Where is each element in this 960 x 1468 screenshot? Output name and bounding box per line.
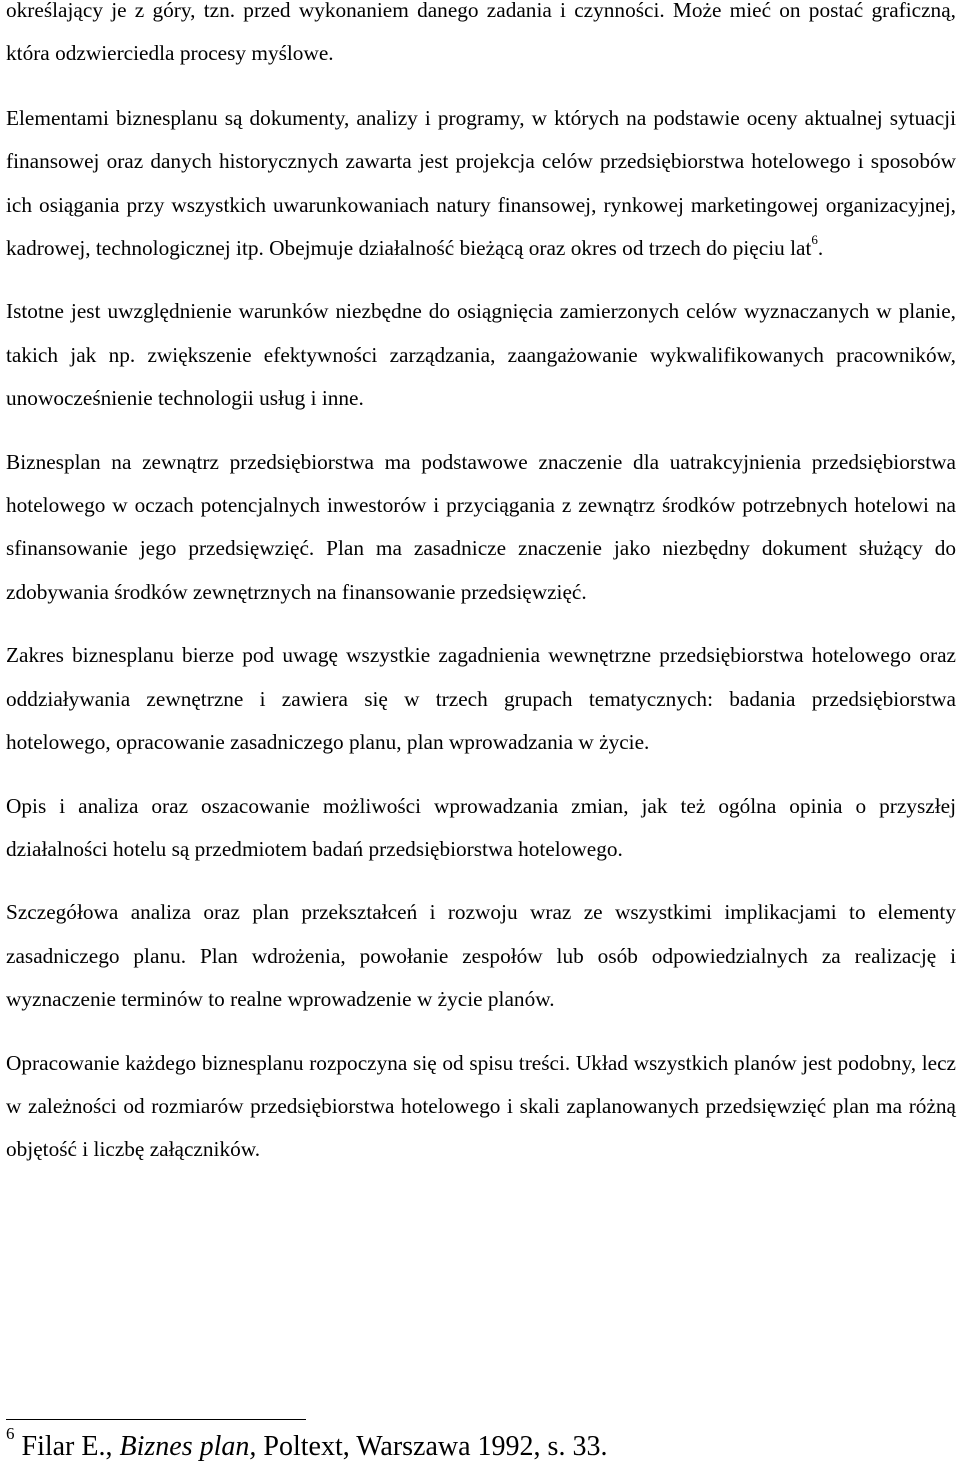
paragraph-6: Opis i analiza oraz oszacowanie możliwości wprowadzania zmian, jak też ogólna opinia o przyszłej działalności hotelu są przedmiotem badań przedsiębiorstwa hotelowego. bbox=[6, 793, 956, 861]
paragraph-1: określający je z góry, tzn. przed wykonaniem danego zadania i czynności. Może mieć on postać graficzną, która odzwierciedla procesy myślowe. bbox=[6, 0, 956, 66]
footnote-ref-period: . bbox=[817, 236, 824, 261]
paragraph-7: Szczegółowa analiza oraz plan przekształceń i rozwoju wraz ze wszystkimi implikacjami to elementy zasadniczego planu. Plan wdrożenia, powołanie zespołów lub osób odpowiedzialnych za realizację i wyznaczenie terminów to realne wprowadzenie w życie planów. bbox=[6, 900, 956, 1012]
footnote-title: Biznes plan, bbox=[119, 1431, 257, 1462]
footnote-publisher: Poltext, Warszawa 1992, s. 33. bbox=[256, 1431, 608, 1462]
paragraph-3: Istotne jest uwzględnienie warunków niezbędne do osiągnięcia zamierzonych celów wyznaczanych w planie, takich jak np. zwiększenie efektywności zarządzania, zaangażowanie wykwalifikowanych pracowników, unowocześnienie technologii usług i inne. bbox=[6, 299, 956, 411]
footnote-author: Filar E., bbox=[21, 1431, 120, 1462]
footnote-ref-mark[interactable]: 6 bbox=[811, 231, 818, 247]
paragraph-2-text: Elementami biznesplanu są dokumenty, analizy i programy, w których na podstawie oceny aktualnej sytuacji finansowej oraz danych historycznych zawarta jest projekcja celów przedsiębiorstwa hotelowego i sposobów ich osiągania przy wszystkich uwarunkowaniach natury finansowej, rynkowej marketingowej organizacyjnej, kadrowej, technologicznej itp. Obejmuje działalność bieżącą oraz okres od trzech do pięciu lat bbox=[6, 105, 956, 261]
document-page bbox=[6, 0, 956, 1172]
paragraph-2 bbox=[6, 97, 956, 271]
footnote-mark: 6 bbox=[6, 1423, 15, 1443]
paragraph-5: Zakres biznesplanu bierze pod uwagę wszystkie zagadnienia wewnętrzne przedsiębiorstwa hotelowego oraz oddziaływania zewnętrzne i zawiera się w trzech grupach tematycznych: badania przedsiębiorstwa hotelowego, opracowanie zasadniczego planu, plan wprowadzania w życie. bbox=[6, 643, 956, 755]
footnote-separator bbox=[6, 1419, 306, 1420]
paragraph-8: Opracowanie każdego biznesplanu rozpoczyna się od spisu treści. Układ wszystkich planów jest podobny, lecz w zależności od rozmiarów przedsiębiorstwa hotelowego i skali zaplanowanych przedsięwzięć plan ma różną objętość i liczbę załączników. bbox=[6, 1050, 956, 1162]
paragraph-4: Biznesplan na zewnątrz przedsiębiorstwa ma podstawowe znaczenie dla uatrakcyjnienia przedsiębiorstwa hotelowego w oczach potencjalnych inwestorów i przyciągania z zewnątrz środków potrzebnych hotelowi na sfinansowanie jego przedsięwzięć. Plan ma zasadnicze znaczenie jako niezbędny dokument służący do zdobywania środków zewnętrznych na finansowanie przedsięwzięć. bbox=[6, 449, 956, 604]
footnote bbox=[6, 1423, 608, 1465]
